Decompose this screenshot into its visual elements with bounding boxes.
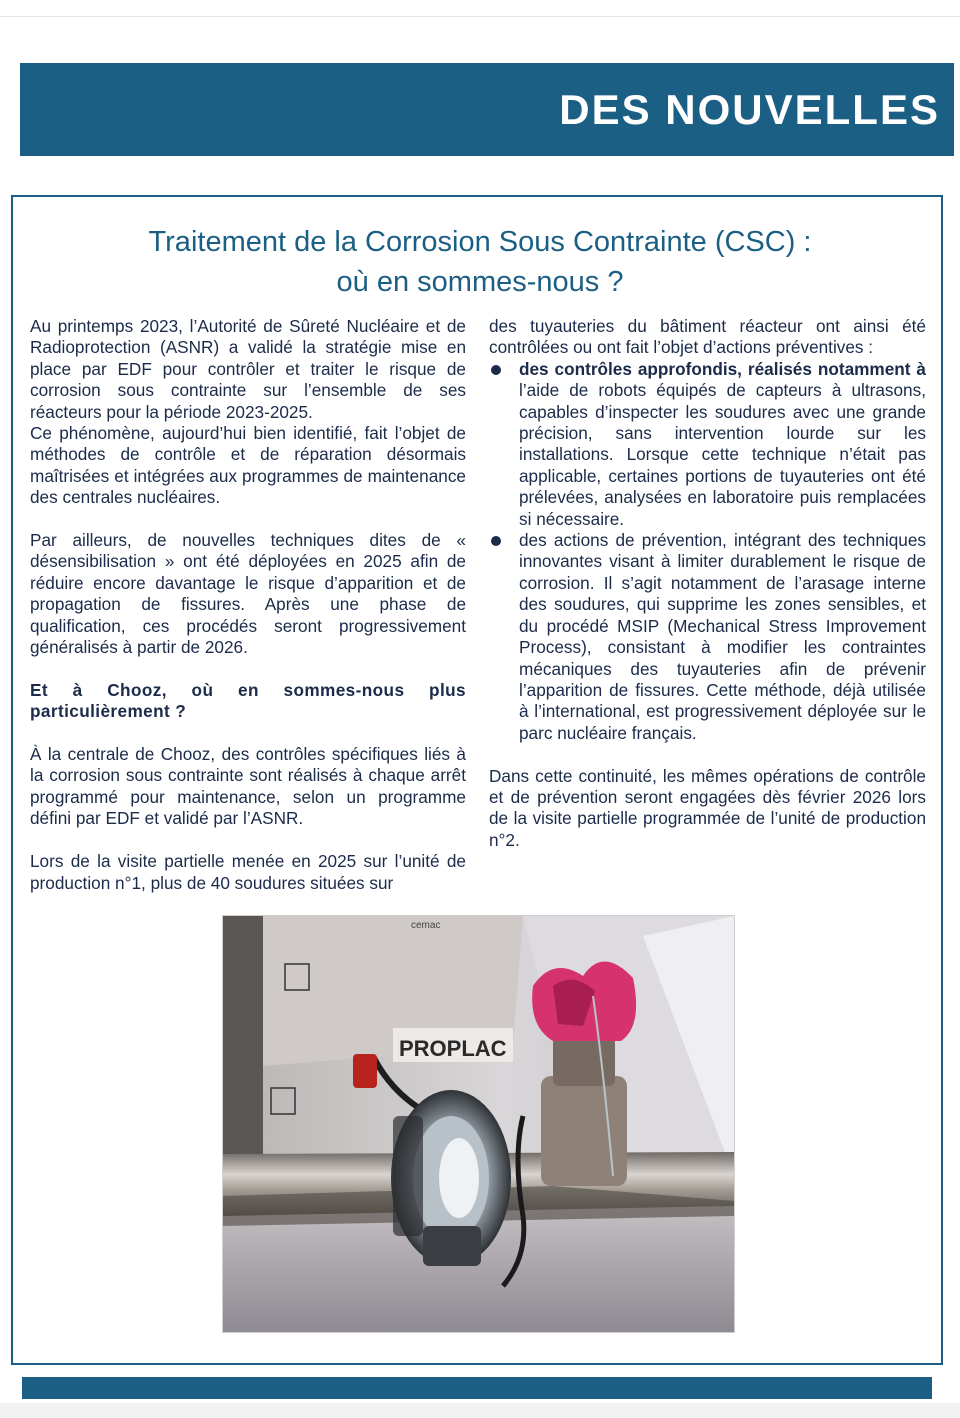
sign-text: PROPLAC (399, 1036, 507, 1061)
bullet1-bold-text: des contrôles approfondis, réalisés notamment à (519, 358, 926, 379)
left-paragraph-1: Au printemps 2023, l’Autorité de Sûreté Nucléaire et de Radioprotection (ASNR) a validé la stratégie mise en place par EDF pour contrôler et traiter le risque de corrosion sous contrainte sur l’ensemble de ses réacteurs pour la période 2023-2025. (30, 316, 466, 422)
section-banner (20, 63, 954, 156)
pipe-inspection-photo (222, 915, 735, 1333)
bullet1-text: l’aide de robots équipés de capteurs à ultrasons, capables d’inspecter les soudures avec une grande précision, sans intervention lourde sur les installations. Lorsque cette technique n’était pas applicable, certaines portions de tuyauteries ont été prélevées, analysées en laboratoire puis remplacées si nécessaire. (519, 380, 926, 529)
left-paragraph-5: Lors de la visite partielle menée en 2025 sur l’unité de production n°1, plus de 40 soudures situées sur (30, 851, 466, 893)
footer-bar (22, 1377, 932, 1399)
bullet2-text: des actions de prévention, intégrant des techniques innovantes visant à limiter durablement le risque de corrosion. Il s’agit notamment de l’arasage interne des soudures, qui supprime les zones sensibles, et du procédé MSIP (Mechanical Stress Improvement Process), consistant à modifier les contraintes mécaniques des tuyauteries afin de prévenir l’apparition de fissures. Cette méthode, déjà utilisée à l’international, est progressivement déployée sur le parc nucléaire français. (519, 530, 926, 743)
actions-list (489, 359, 926, 744)
list-item (489, 530, 926, 744)
bullet-icon (491, 365, 501, 375)
article-title-line1: Traitement de la Corrosion Sous Contrainte (CSC) : (148, 226, 812, 258)
top-divider (0, 16, 960, 17)
article-title-line2: où en sommes-nous ? (336, 266, 624, 298)
left-paragraph-3: Par ailleurs, de nouvelles techniques dites de « désensibilisation » ont été déployées en 2025 afin de réduire encore davantage le risque d’apparition et de propagation de fissures. Après une phase de qualification, ces procédés seront progressivement généralisés à partir de 2026. (30, 530, 466, 658)
list-item (489, 359, 926, 530)
banner-title: DES NOUVELLES (559, 86, 940, 133)
chooz-subheading: Et à Chooz, où en sommes-nous plus particulièrement ? (30, 679, 466, 722)
bottom-strip (0, 1403, 960, 1418)
left-paragraph-4: À la centrale de Chooz, des contrôles spécifiques liés à la corrosion sous contrainte sont réalisés à chaque arrêt programmé pour maintenance, selon un programme défini par EDF et validé par l’ASNR. (30, 744, 466, 829)
right-paragraph-1: des tuyauteries du bâtiment réacteur ont ainsi été contrôlées ou ont fait l’objet d’actions préventives : (489, 316, 926, 358)
article-title (0, 222, 960, 302)
sign-small-text: cemac (411, 920, 441, 931)
left-paragraph-2: Ce phénomène, aujourd’hui bien identifié, fait l’objet de méthodes de contrôle et de réparation désormais maîtrisées et intégrées aux programmes de maintenance des centrales nucléaires. (30, 423, 466, 508)
bullet-icon (491, 536, 501, 546)
right-paragraph-2: Dans cette continuité, les mêmes opérations de contrôle et de prévention seront engagées dès février 2026 lors de la visite partielle programmée de l’unité de production n°2. (489, 765, 926, 850)
left-column (30, 316, 466, 894)
right-column (489, 316, 926, 851)
